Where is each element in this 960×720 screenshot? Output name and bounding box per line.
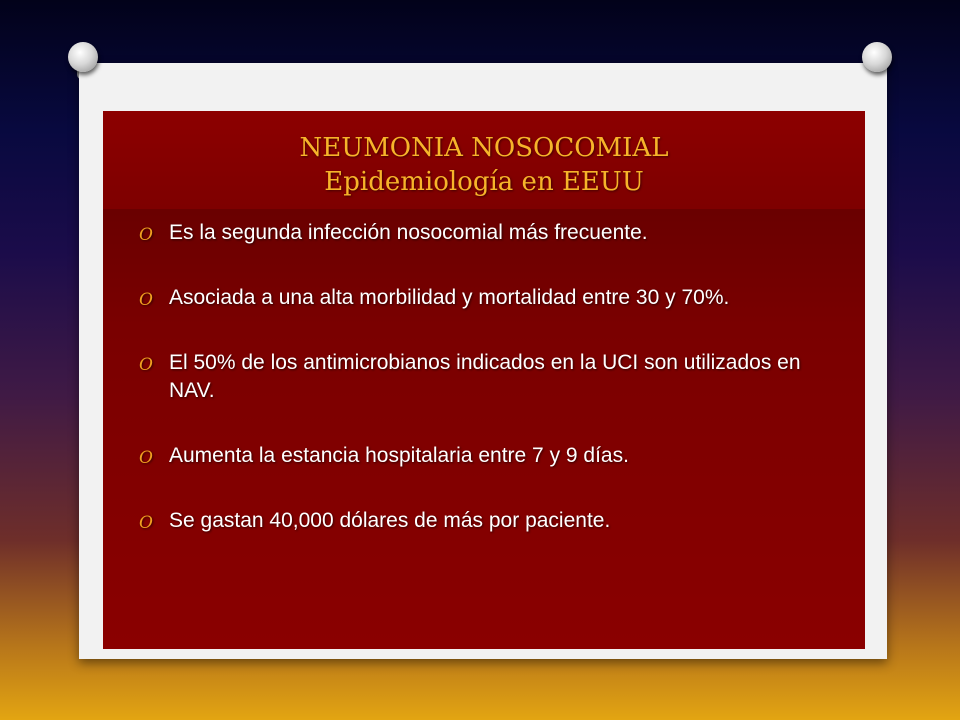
slide-title — [103, 131, 865, 199]
bullet-marker-icon: O — [139, 290, 153, 310]
bullet-text: El 50% de los antimicrobianos indicados en la UCI son utilizados en NAV. — [169, 351, 801, 402]
bullet-marker-icon: O — [139, 513, 153, 533]
bullet-text: Aumenta la estancia hospitalaria entre 7 y 9 días. — [169, 444, 629, 467]
bullet-item — [139, 507, 839, 535]
bullet-item — [139, 284, 839, 312]
title-band — [103, 111, 865, 209]
bullet-list — [139, 219, 839, 535]
slide-frame — [79, 63, 887, 659]
title-line-2: Epidemiología en EEUU — [324, 167, 644, 197]
pushpin-icon-right — [862, 42, 892, 72]
bullet-item — [139, 442, 839, 470]
bullet-text: Se gastan 40,000 dólares de más por paciente. — [169, 509, 611, 532]
content-panel — [103, 111, 865, 649]
bullet-marker-icon: O — [139, 225, 153, 245]
title-line-1: NEUMONIA NOSOCOMIAL — [299, 133, 669, 163]
bullet-text: Asociada a una alta morbilidad y mortalidad entre 30 y 70%. — [169, 286, 730, 309]
pushpin-icon-left — [68, 42, 98, 72]
bullet-marker-icon: O — [139, 448, 153, 468]
bullet-marker-icon: O — [139, 355, 153, 375]
bullet-text: Es la segunda infección nosocomial más frecuente. — [169, 221, 648, 244]
bullet-item — [139, 349, 839, 405]
bullet-item — [139, 219, 839, 247]
